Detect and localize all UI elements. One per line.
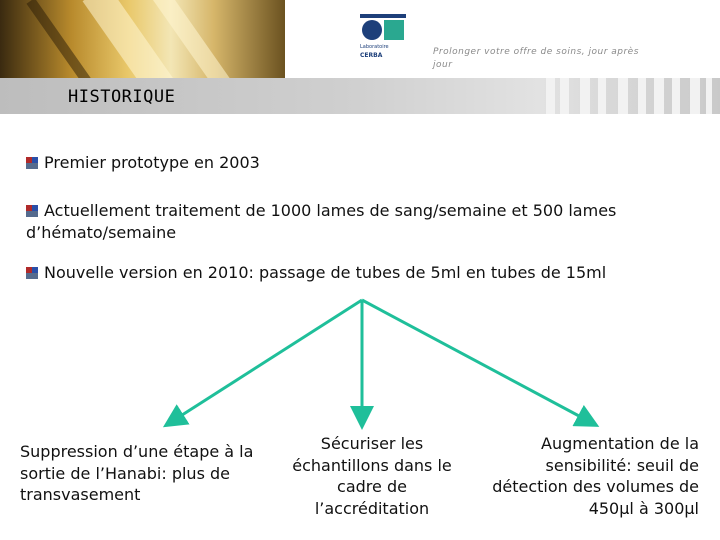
- bullet-3-text: Nouvelle version en 2010: passage de tubes de 5ml en tubes de 15ml: [44, 263, 607, 282]
- outcome-right: Augmentation de la sensibilité: seuil de détection des volumes de 450µl à 300µl: [492, 434, 699, 518]
- logo-line2: CERBA: [360, 52, 383, 59]
- outcome-center: Sécuriser les échantillons dans le cadre de l’accréditation: [292, 434, 452, 518]
- bullet-1-text: Premier prototype en 2003: [44, 153, 260, 172]
- section-title: HISTORIQUE: [68, 87, 176, 107]
- bullet-2-text: Actuellement traitement de 1000 lames de sang/semaine et 500 lames d’hémato/semaine: [26, 201, 617, 242]
- tagline: Prolonger votre offre de soins, jour après jour: [433, 47, 639, 70]
- arrow-left: [168, 300, 362, 424]
- arrow-right: [362, 300, 594, 424]
- outcome-left: Suppression d’une étape à la sortie de l’Hanabi: plus de transvasement: [20, 442, 254, 504]
- logo-line1: Laboratoire: [360, 44, 389, 50]
